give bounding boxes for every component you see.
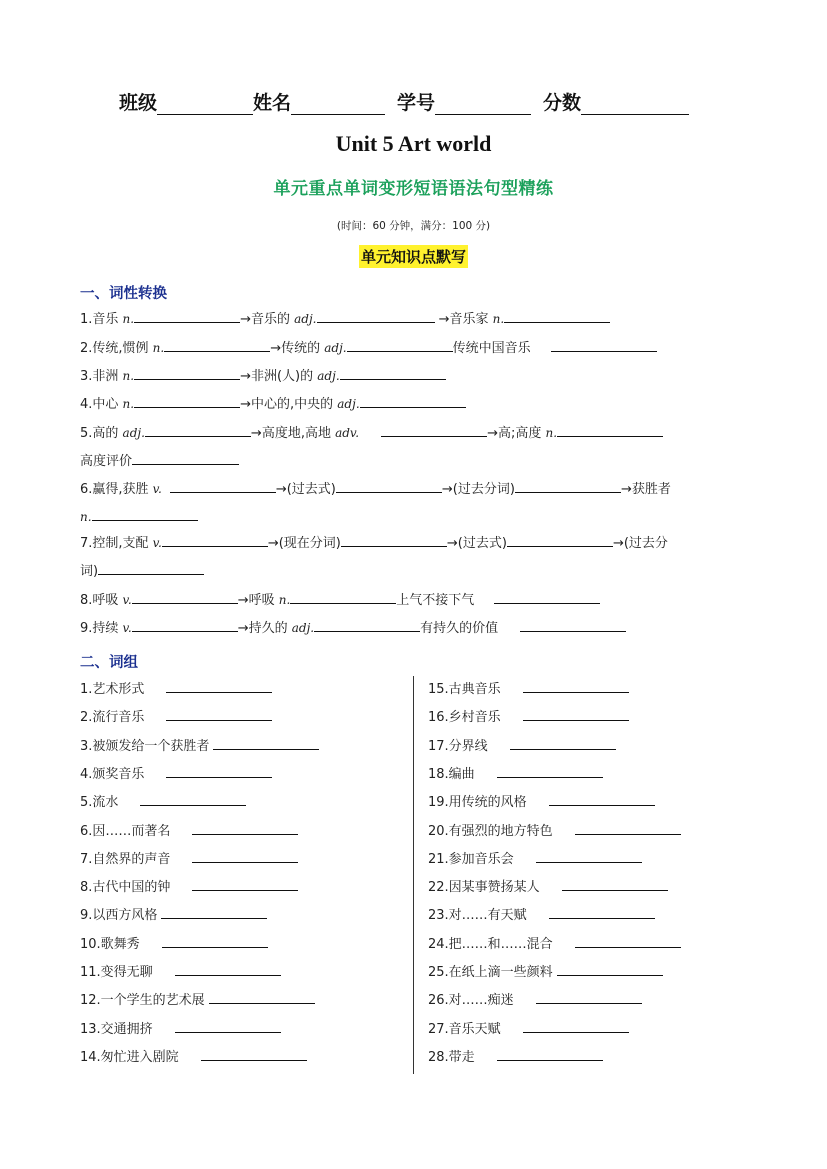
student-info-line [119, 88, 689, 115]
word-form-row: 高度评价 [80, 450, 239, 471]
section2-title: 二、词组 [80, 655, 138, 671]
phrase-item [80, 961, 281, 982]
phrase-label: 17.分界线 [428, 739, 488, 754]
phrase-item [80, 1046, 307, 1067]
word-form-row: 9.持续 v. →持久的 adj. 有持久的价值 [80, 617, 626, 638]
phrase-item [80, 678, 272, 699]
phrase-item [80, 820, 298, 841]
phrase-label: 1.艺术形式 [80, 682, 145, 697]
answer-blank[interactable] [341, 532, 447, 547]
answer-blank[interactable] [175, 1018, 281, 1033]
phrase-item [80, 763, 272, 784]
answer-blank[interactable] [145, 422, 251, 437]
phrase-item [428, 989, 642, 1010]
answer-blank[interactable] [134, 365, 240, 380]
word-form-row: 词) [80, 560, 204, 581]
word-form-row: 3.非洲 n. →非洲(人)的 adj. [80, 365, 446, 386]
phrase-label: 11.变得无聊 [80, 965, 153, 980]
word-form-row: 4.中心 n. →中心的,中央的 adj. [80, 393, 466, 414]
word-form-row: 8.呼吸 v. →呼吸 n. 上气不接下气 [80, 589, 600, 610]
answer-blank[interactable] [132, 617, 238, 632]
phrase-label: 23.对……有天赋 [428, 908, 527, 923]
phrase-item [428, 961, 663, 982]
unit-title: Unit 5 Art world [335, 131, 492, 156]
phrase-item [80, 791, 246, 812]
class-label: 班级 [119, 92, 158, 114]
answer-blank[interactable] [551, 337, 657, 352]
answer-blank[interactable] [166, 706, 272, 721]
phrase-label: 6.因……而著名 [80, 824, 171, 839]
answer-blank[interactable] [213, 735, 319, 750]
answer-blank[interactable] [192, 820, 298, 835]
word-form-row: 6.赢得,获胜 v. →(过去式) →(过去分词) →获胜者 [80, 478, 671, 499]
score-label: 分数 [543, 92, 582, 114]
phrase-item [428, 678, 629, 699]
word-form-row: 5.高的 adj. →高度地,高地 adv. →高;高度 n. [80, 422, 663, 443]
answer-blank[interactable] [162, 532, 268, 547]
subtitle: 单元重点单词变形短语语法句型精练 [273, 179, 554, 199]
phrase-label: 26.对……痴迷 [428, 993, 514, 1008]
answer-blank[interactable] [314, 617, 420, 632]
phrase-label: 13.交通拥挤 [80, 1022, 153, 1037]
phrase-label: 25.在纸上滴一些颜料 [428, 965, 553, 980]
phrase-item [428, 820, 681, 841]
answer-blank[interactable] [162, 933, 268, 948]
phrase-item [428, 904, 655, 925]
answer-blank[interactable] [132, 589, 238, 604]
answer-blank[interactable] [520, 617, 626, 632]
answer-blank[interactable] [549, 904, 655, 919]
answer-blank[interactable] [340, 365, 446, 380]
phrase-item [428, 1046, 603, 1067]
answer-blank[interactable] [557, 961, 663, 976]
score-blank[interactable] [581, 92, 689, 115]
phrase-item [428, 763, 603, 784]
phrase-label: 22.因某事赞扬某人 [428, 880, 540, 895]
answer-blank[interactable] [507, 532, 613, 547]
phrase-item [80, 1018, 281, 1039]
answer-blank[interactable] [575, 933, 681, 948]
answer-blank[interactable] [523, 1018, 629, 1033]
answer-blank[interactable] [523, 678, 629, 693]
phrase-item [428, 735, 616, 756]
answer-blank[interactable] [562, 876, 668, 891]
phrase-label: 14.匆忙进入剧院 [80, 1050, 179, 1065]
answer-blank[interactable] [201, 1046, 307, 1061]
id-label: 学号 [397, 92, 436, 114]
phrase-item [80, 735, 319, 756]
column-divider [413, 676, 414, 1074]
answer-blank[interactable] [164, 337, 270, 352]
answer-blank[interactable] [536, 989, 642, 1004]
answer-blank[interactable] [347, 337, 453, 352]
phrase-label: 5.流水 [80, 795, 119, 810]
answer-blank[interactable] [336, 478, 442, 493]
answer-blank[interactable] [317, 308, 435, 323]
section1-title: 一、词性转换 [80, 286, 167, 302]
phrase-label: 20.有强烈的地方特色 [428, 824, 553, 839]
phrase-item [428, 706, 629, 727]
answer-blank[interactable] [557, 422, 663, 437]
class-blank[interactable] [157, 92, 253, 115]
phrase-item [80, 706, 272, 727]
phrase-item [80, 848, 298, 869]
phrase-label: 24.把……和……混合 [428, 937, 553, 952]
phrase-label: 21.参加音乐会 [428, 852, 514, 867]
phrase-item [428, 791, 655, 812]
word-form-row: 1.音乐 n. →音乐的 adj. →音乐家 n. [80, 308, 610, 329]
answer-blank[interactable] [515, 478, 621, 493]
answer-blank[interactable] [132, 450, 239, 465]
phrase-item [80, 989, 315, 1010]
phrase-item [80, 904, 267, 925]
phrase-item [428, 848, 642, 869]
answer-blank[interactable] [209, 989, 315, 1004]
phrase-label: 3.被颁发给一个获胜者 [80, 739, 210, 754]
phrase-label: 7.自然界的声音 [80, 852, 171, 867]
name-blank[interactable] [291, 92, 385, 115]
answer-blank[interactable] [166, 763, 272, 778]
answer-blank[interactable] [134, 393, 240, 408]
answer-blank[interactable] [497, 1046, 603, 1061]
name-label: 姓名 [253, 92, 292, 114]
phrase-item [428, 1018, 629, 1039]
highlight-heading: 单元知识点默写 [359, 245, 468, 268]
answer-blank[interactable] [170, 478, 276, 493]
answer-blank[interactable] [192, 876, 298, 891]
phrase-item [80, 876, 298, 897]
answer-blank[interactable] [381, 422, 487, 437]
phrase-label: 19.用传统的风格 [428, 795, 527, 810]
phrase-label: 27.音乐天赋 [428, 1022, 501, 1037]
answer-blank[interactable] [98, 560, 204, 575]
answer-blank[interactable] [92, 506, 198, 521]
time-info: (时间：60 分钟，满分：100 分) [336, 220, 491, 232]
phrase-label: 12.一个学生的艺术展 [80, 993, 205, 1008]
phrase-label: 9.以西方风格 [80, 908, 158, 923]
phrase-label: 16.乡村音乐 [428, 710, 501, 725]
phrase-label: 28.带走 [428, 1050, 475, 1065]
answer-blank[interactable] [192, 848, 298, 863]
phrase-label: 18.编曲 [428, 767, 475, 782]
answer-blank[interactable] [166, 678, 272, 693]
answer-blank[interactable] [360, 393, 466, 408]
answer-blank[interactable] [497, 763, 603, 778]
answer-blank[interactable] [290, 589, 396, 604]
answer-blank[interactable] [549, 791, 655, 806]
phrase-label: 2.流行音乐 [80, 710, 145, 725]
answer-blank[interactable] [161, 904, 267, 919]
phrase-label: 10.歌舞秀 [80, 937, 140, 952]
id-blank[interactable] [435, 92, 531, 115]
phrase-item [80, 933, 268, 954]
answer-blank[interactable] [523, 706, 629, 721]
answer-blank[interactable] [140, 791, 246, 806]
word-form-row: 2.传统,惯例 n. →传统的 adj. 传统中国音乐 [80, 337, 657, 358]
word-form-row: n. [80, 506, 198, 527]
phrase-item [428, 933, 681, 954]
word-form-row: 7.控制,支配 v. →(现在分词) →(过去式) →(过去分 [80, 532, 668, 553]
phrase-label: 15.古典音乐 [428, 682, 501, 697]
answer-blank[interactable] [575, 820, 681, 835]
phrase-item [428, 876, 668, 897]
answer-blank[interactable] [134, 308, 240, 323]
answer-blank[interactable] [504, 308, 610, 323]
phrase-label: 8.古代中国的钟 [80, 880, 171, 895]
answer-blank[interactable] [536, 848, 642, 863]
answer-blank[interactable] [494, 589, 600, 604]
answer-blank[interactable] [175, 961, 281, 976]
answer-blank[interactable] [510, 735, 616, 750]
phrase-label: 4.颁奖音乐 [80, 767, 145, 782]
